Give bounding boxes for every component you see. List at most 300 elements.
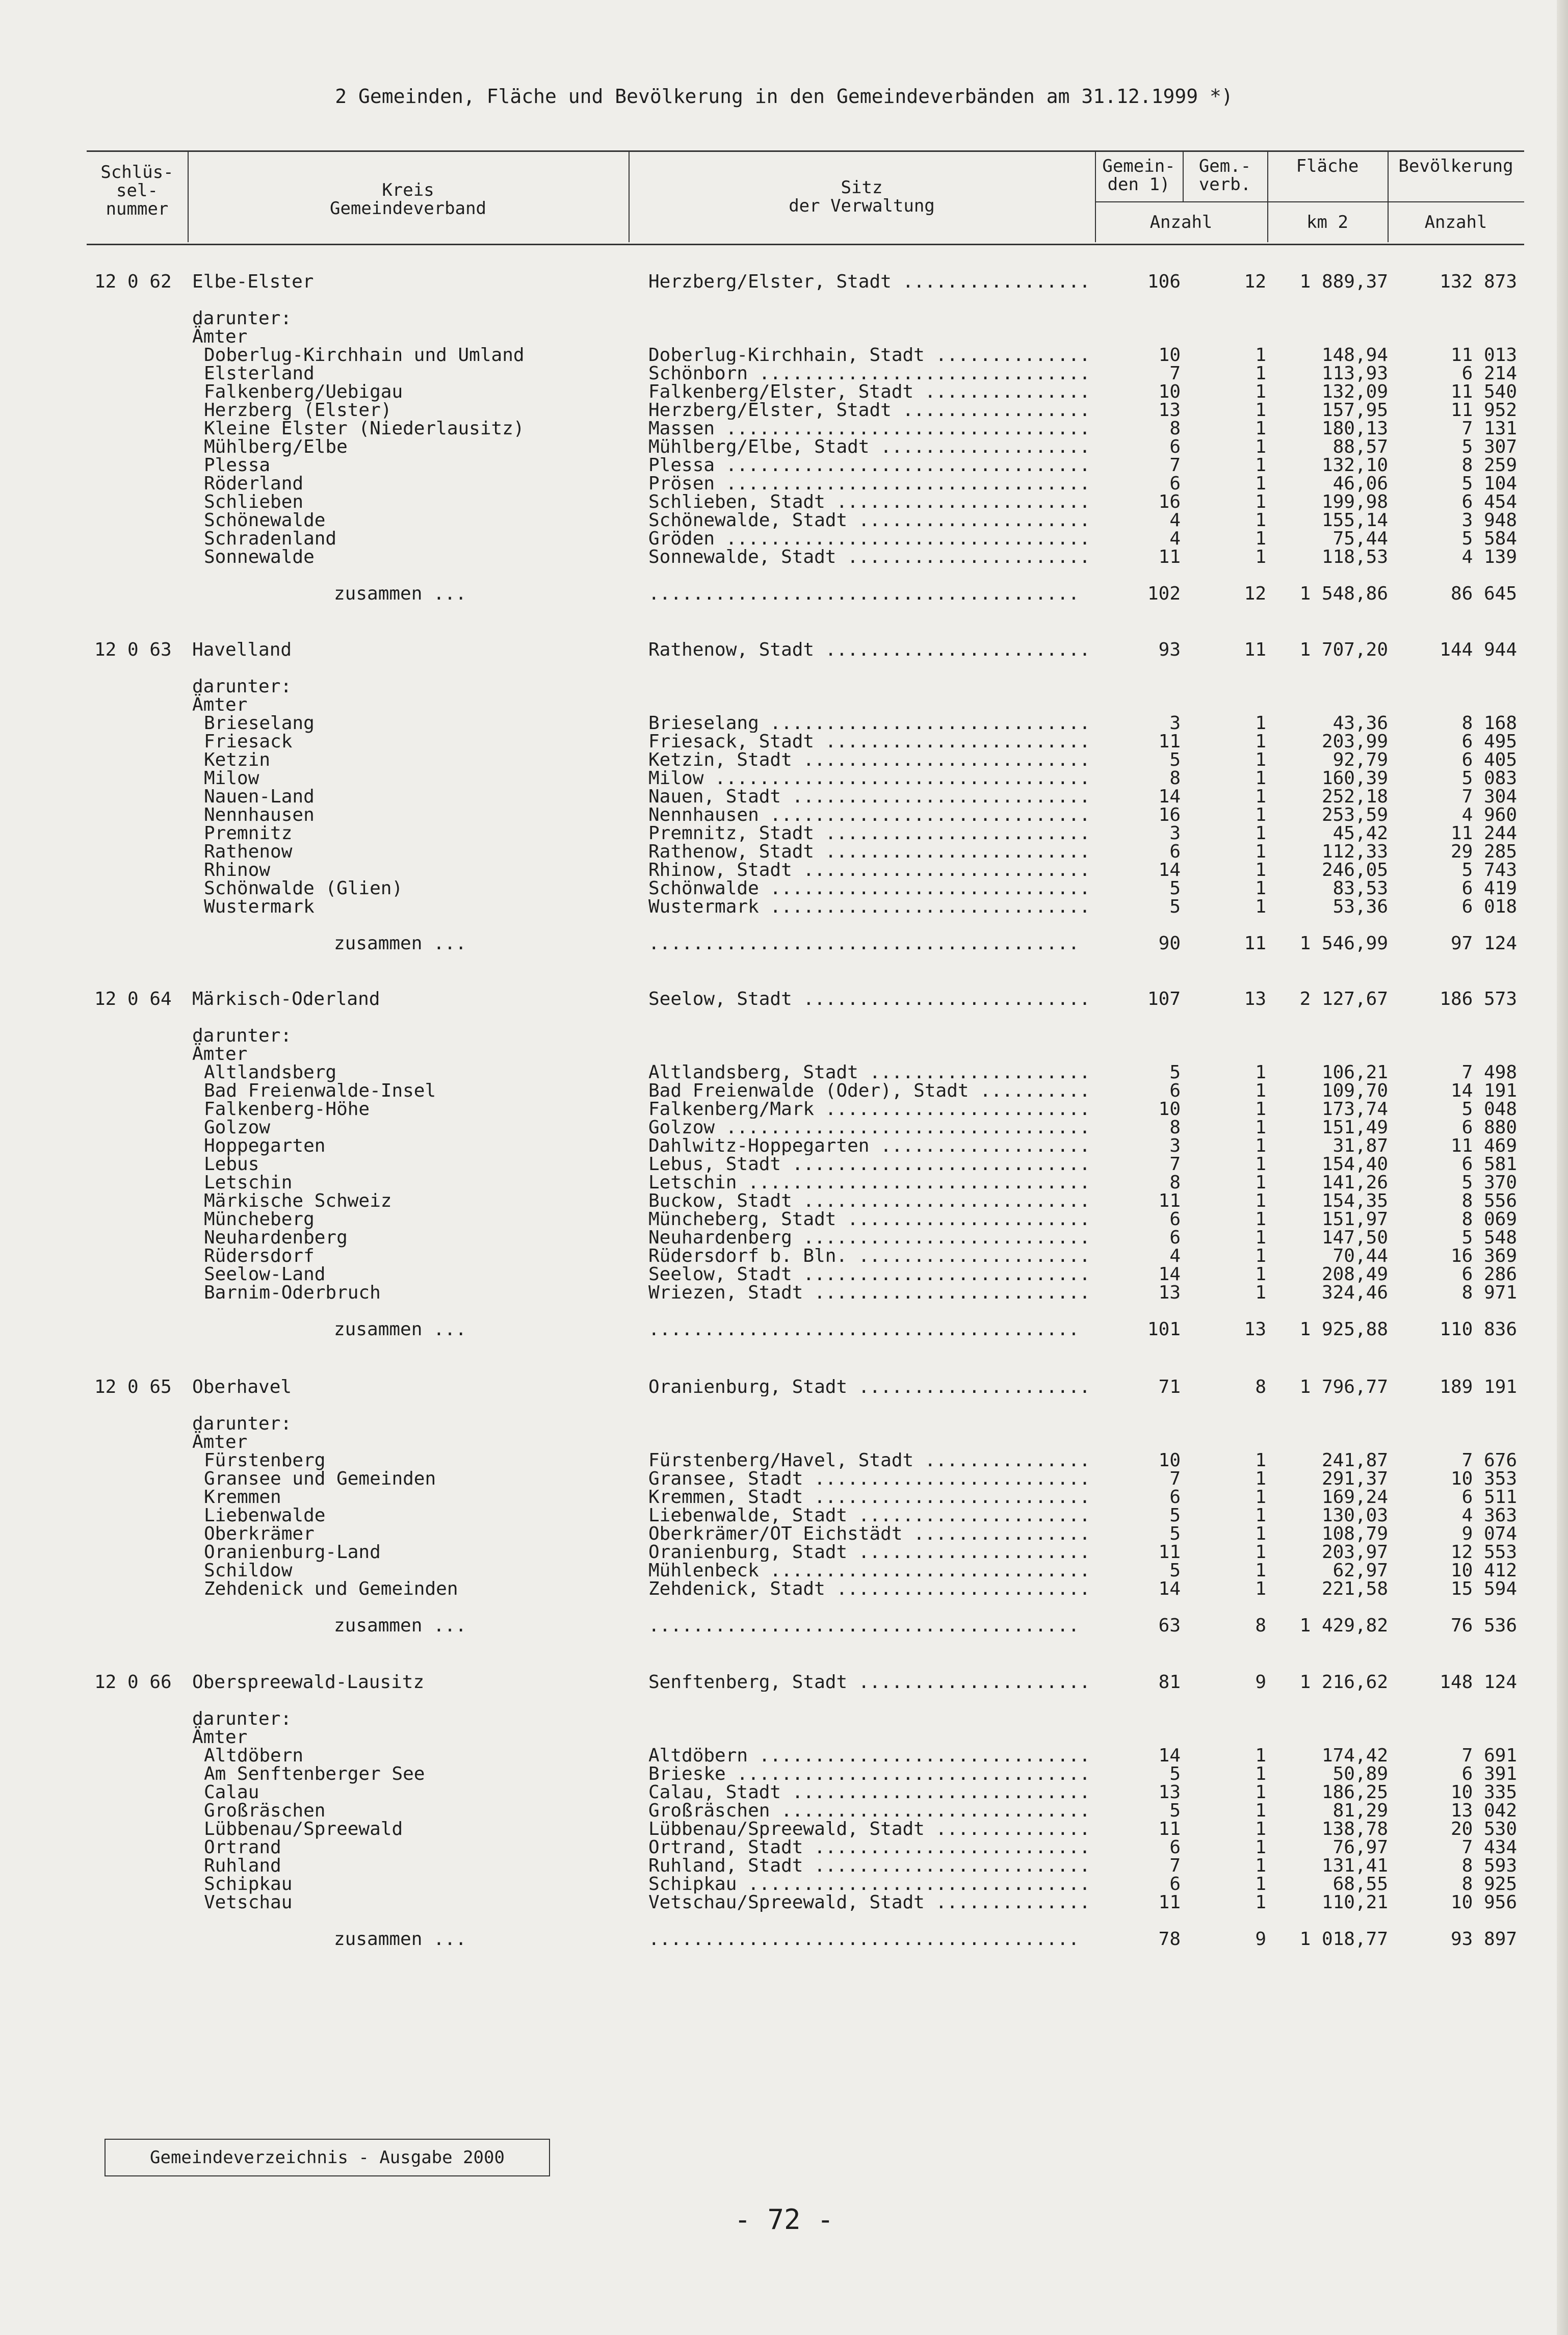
flaeche-cell: 75,44: [1332, 528, 1388, 549]
flaeche-cell: 62,97: [1332, 1560, 1388, 1581]
flaeche-cell: 1 925,88: [1299, 1319, 1388, 1340]
gemverb-cell: 1: [1255, 896, 1266, 917]
flaeche-cell: 154,35: [1321, 1190, 1388, 1211]
gemverb-cell: 1: [1255, 547, 1266, 567]
sitz-text: Großräschen: [648, 1802, 770, 1820]
sitz-text: Gransee, Stadt: [648, 1470, 803, 1488]
sitz-cell: [648, 1747, 1092, 1765]
amt-row: [0, 1562, 1568, 1580]
sitz-text: Ketzin, Stadt: [648, 751, 792, 769]
sitz-cell: [648, 1525, 1092, 1543]
amt-name: Premnitz: [204, 823, 293, 844]
page-title: 2 Gemeinden, Fläche und Bevölkerung in den Gemeindeverbänden am 31.12.1999 *): [335, 85, 1233, 108]
bevoelkerung-cell: 8 593: [1461, 1855, 1517, 1876]
aemter-row: [0, 1433, 1568, 1451]
sitz-text: Brieske: [648, 1765, 726, 1783]
flaeche-cell: 151,49: [1321, 1117, 1388, 1138]
gemeinden-cell: 4: [1169, 1246, 1181, 1266]
darunter-label: darunter:: [192, 676, 292, 697]
amt-name: Fürstenberg: [204, 1450, 326, 1471]
gemeinden-cell: 10: [1158, 345, 1181, 366]
flaeche-cell: 132,10: [1321, 455, 1388, 476]
sitz-cell: [648, 1562, 1092, 1580]
sitz-text: Friesack, Stadt: [648, 733, 815, 751]
gemverb-cell: 1: [1255, 1099, 1266, 1120]
sitz-text: Massen: [648, 420, 715, 438]
gemeinden-cell: 4: [1169, 528, 1181, 549]
flaeche-cell: 141,26: [1321, 1172, 1388, 1193]
gemeinden-cell: 106: [1147, 271, 1181, 292]
sitz-cell: [648, 879, 1092, 898]
gemeinden-cell: 11: [1158, 1190, 1181, 1211]
amt-name: Falkenberg-Höhe: [204, 1099, 370, 1120]
gemverb-cell: 1: [1255, 1523, 1266, 1544]
amt-row: [0, 1119, 1568, 1137]
bevoelkerung-cell: 6 454: [1461, 491, 1517, 512]
bevoelkerung-cell: 9 074: [1461, 1523, 1517, 1544]
sitz-text: Altlandsberg, Stadt: [648, 1063, 858, 1082]
sitz-cell: [648, 751, 1092, 769]
gemeinden-cell: 93: [1158, 639, 1181, 660]
leader-dots: .............................: [759, 1562, 1090, 1580]
leader-dots: ..........................: [792, 1229, 1090, 1247]
aemter-label: Ämter: [192, 694, 248, 715]
kreis-name: Märkisch-Oderland: [192, 989, 380, 1009]
gemeinden-cell: 6: [1169, 1874, 1181, 1895]
gemverb-cell: 1: [1255, 1505, 1266, 1526]
sitz-text: Rhinow, Stadt: [648, 861, 792, 879]
amt-row: [0, 530, 1568, 548]
zusammen-label: zusammen ...: [334, 1319, 467, 1340]
flaeche-cell: 246,05: [1321, 860, 1388, 880]
gemverb-cell: 1: [1255, 1892, 1266, 1913]
amt-name: Mühlberg/Elbe: [204, 436, 348, 457]
sitz-text: Schlieben, Stadt: [648, 493, 825, 511]
leader-dots: .......................: [825, 493, 1090, 511]
gemeinden-cell: 6: [1169, 436, 1181, 457]
bevoelkerung-cell: 6 214: [1461, 363, 1517, 384]
aemter-row: [0, 1045, 1568, 1063]
sitz-cell: [648, 365, 1092, 383]
gemeinden-cell: 5: [1169, 896, 1181, 917]
leader-dots: ...............................: [737, 1174, 1090, 1192]
gemeinden-cell: 7: [1169, 455, 1181, 476]
amt-row: [0, 1210, 1568, 1229]
gemverb-cell: 1: [1255, 1209, 1266, 1230]
amt-row: [0, 1265, 1568, 1284]
gemverb-cell: 1: [1255, 1819, 1266, 1839]
sitz-text: Wriezen, Stadt: [648, 1284, 803, 1302]
sitz-cell: [648, 530, 1092, 548]
amt-name: Kleine Elster (Niederlausitz): [204, 418, 525, 439]
sitz-cell: [648, 1210, 1092, 1229]
leader-dots: .........................: [803, 1857, 1090, 1875]
darunter-label: darunter:: [192, 308, 292, 329]
flaeche-cell: 180,13: [1321, 418, 1388, 439]
flaeche-cell: 43,36: [1332, 713, 1388, 734]
leader-dots: ..................................: [703, 769, 1090, 788]
amt-name: Am Senftenberger See: [204, 1763, 425, 1784]
leader-dots: .......................: [825, 1580, 1090, 1598]
sitz-cell: [648, 1820, 1092, 1838]
gemeinden-cell: 78: [1158, 1929, 1181, 1950]
sitz-text: Sonnewalde, Stadt: [648, 548, 837, 566]
leader-dots: .............................: [759, 898, 1090, 916]
kreis-code: 12 0 63: [94, 639, 172, 660]
gemverb-cell: 1: [1255, 400, 1266, 421]
leader-dots: ......................: [836, 1210, 1090, 1229]
gemverb-cell: 1: [1255, 1560, 1266, 1581]
gemeinden-cell: 5: [1169, 1800, 1181, 1821]
sitz-text: Bad Freienwalde (Oder), Stadt: [648, 1082, 969, 1100]
bevoelkerung-cell: 4 363: [1461, 1505, 1517, 1526]
aemter-label: Ämter: [192, 1432, 248, 1452]
kreis-code: 12 0 62: [94, 271, 172, 292]
aemter-row: [0, 696, 1568, 714]
sitz-text: Oberkrämer/OT Eichstädt: [648, 1525, 903, 1543]
sitz-text: Letschin: [648, 1174, 737, 1192]
bevoelkerung-cell: 8 971: [1461, 1282, 1517, 1303]
gemverb-cell: 1: [1255, 1855, 1266, 1876]
flaeche-cell: 154,40: [1321, 1154, 1388, 1175]
flaeche-cell: 147,50: [1321, 1227, 1388, 1248]
gemverb-cell: 1: [1255, 1745, 1266, 1766]
kreis-name: Oberspreewald-Lausitz: [192, 1672, 425, 1693]
gemeinden-cell: 63: [1158, 1615, 1181, 1636]
bevoelkerung-cell: 5 584: [1461, 528, 1517, 549]
sitz-text: Rathenow, Stadt: [648, 843, 815, 861]
sitz-cell: [648, 1192, 1092, 1210]
flaeche-cell: 1 548,86: [1299, 583, 1388, 604]
leader-dots: ........................: [814, 733, 1090, 751]
amt-row: [0, 401, 1568, 420]
gemverb-cell: 12: [1244, 583, 1266, 604]
sitz-cell: [648, 990, 1092, 1008]
flaeche-cell: 253,59: [1321, 805, 1388, 825]
gemeinden-cell: 5: [1169, 878, 1181, 899]
sitz-cell: [648, 1488, 1092, 1507]
sitz-text: Schönborn: [648, 365, 748, 383]
gemeinden-cell: 6: [1169, 1080, 1181, 1101]
amt-row: [0, 456, 1568, 475]
amt-row: [0, 511, 1568, 530]
amt-row: [0, 861, 1568, 879]
gemverb-cell: 1: [1255, 1874, 1266, 1895]
sitz-cell: [648, 438, 1092, 456]
sitz-cell: [648, 511, 1092, 530]
amt-name: Gransee und Gemeinden: [204, 1468, 436, 1489]
leader-dots: ................................: [725, 1765, 1090, 1783]
bevoelkerung-cell: 4 139: [1461, 547, 1517, 567]
bevoelkerung-cell: 3 948: [1461, 510, 1517, 531]
sitz-text: Doberlug-Kirchhain, Stadt: [648, 346, 925, 365]
bevoelkerung-cell: 7 676: [1461, 1450, 1517, 1471]
gemeinden-cell: 5: [1169, 1062, 1181, 1083]
amt-row: [0, 1082, 1568, 1100]
header-schluessel: Schlüs- sel- nummer: [100, 162, 174, 219]
flaeche-cell: 1 546,99: [1299, 933, 1388, 954]
sitz-cell: [648, 1063, 1092, 1082]
amt-name: Ketzin: [204, 749, 271, 770]
gemverb-cell: 1: [1255, 1117, 1266, 1138]
sitz-text: Herzberg/Elster, Stadt: [648, 401, 892, 420]
zusammen-row: [0, 1320, 1568, 1339]
flaeche-cell: 68,55: [1332, 1874, 1388, 1895]
leader-dots: ................: [902, 1525, 1090, 1543]
sitz-text: Kremmen, Stadt: [648, 1488, 803, 1507]
zusammen-label: zusammen ...: [334, 583, 467, 604]
leader-dots: .................................: [715, 475, 1090, 493]
gemeinden-cell: 7: [1169, 1468, 1181, 1489]
header-flaeche: Fläche: [1296, 156, 1359, 176]
flaeche-cell: 45,42: [1332, 823, 1388, 844]
leader-dots: ........................: [814, 1100, 1090, 1119]
sitz-text: Dahlwitz-Hoppegarten: [648, 1137, 870, 1155]
amt-name: Nauen-Land: [204, 786, 315, 807]
amt-row: [0, 1451, 1568, 1470]
sitz-text: Calau, Stadt: [648, 1783, 781, 1802]
sitz-text: Altdöbern: [648, 1747, 748, 1765]
sitz-text: Neuhardenberg: [648, 1229, 792, 1247]
gemeinden-cell: 7: [1169, 1154, 1181, 1175]
sitz-text: Senftenberg, Stadt: [648, 1673, 848, 1692]
darunter-row: [0, 1710, 1568, 1728]
bevoelkerung-cell: 11 244: [1450, 823, 1517, 844]
flaeche-cell: 92,79: [1332, 749, 1388, 770]
leader-dots: .........................: [803, 1470, 1090, 1488]
leader-dots: ........................: [814, 641, 1090, 659]
gemeinden-cell: 3: [1169, 1135, 1181, 1156]
amt-name: Brieselang: [204, 713, 315, 734]
amt-row: [0, 714, 1568, 733]
sitz-cell: [648, 1838, 1092, 1857]
gemverb-cell: 1: [1255, 1264, 1266, 1285]
flaeche-cell: 208,49: [1321, 1264, 1388, 1285]
header-unit-km2: km 2: [1306, 212, 1348, 232]
bevoelkerung-cell: 5 370: [1461, 1172, 1517, 1193]
leader-dots: .............................: [759, 714, 1090, 733]
flaeche-cell: 81,29: [1332, 1800, 1388, 1821]
amt-row: [0, 420, 1568, 438]
sitz-cell: [648, 1284, 1092, 1302]
flaeche-cell: 169,24: [1321, 1487, 1388, 1508]
bevoelkerung-cell: 5 307: [1461, 436, 1517, 457]
sitz-text: Ruhland, Stadt: [648, 1857, 803, 1875]
bevoelkerung-cell: 110 836: [1440, 1319, 1517, 1340]
gemeinden-cell: 4: [1169, 510, 1181, 531]
bevoelkerung-cell: 16 369: [1450, 1246, 1517, 1266]
sitz-text: Gröden: [648, 530, 715, 548]
sitz-text: Mühlenbeck: [648, 1562, 759, 1580]
flaeche-cell: 199,98: [1321, 491, 1388, 512]
leader-dots: .....................: [847, 511, 1090, 530]
sitz-cell: [648, 769, 1092, 788]
gemeinden-cell: 10: [1158, 381, 1181, 402]
leader-dots: .......................................: [648, 585, 1080, 603]
kreis-code: 12 0 65: [94, 1377, 172, 1397]
amt-name: Röderland: [204, 473, 304, 494]
leader-dots: ....................: [858, 1063, 1090, 1082]
gemeinden-cell: 11: [1158, 1542, 1181, 1563]
gemeinden-cell: 5: [1169, 1560, 1181, 1581]
aemter-label: Ämter: [192, 326, 248, 347]
flaeche-cell: 83,53: [1332, 878, 1388, 899]
amt-row: [0, 1580, 1568, 1598]
amt-name: Altlandsberg: [204, 1062, 337, 1083]
amt-row: [0, 1192, 1568, 1210]
bevoelkerung-cell: 76 536: [1450, 1615, 1517, 1636]
leader-dots: ......................: [836, 548, 1090, 566]
sitz-cell: [648, 401, 1092, 420]
amt-name: Oberkrämer: [204, 1523, 315, 1544]
flaeche-cell: 2 127,67: [1299, 989, 1388, 1009]
sitz-cell: [648, 1857, 1092, 1875]
flaeche-cell: 118,53: [1321, 547, 1388, 567]
flaeche-cell: 113,93: [1321, 363, 1388, 384]
page-number: - 72 -: [734, 2203, 834, 2236]
leader-dots: ............................: [770, 1802, 1090, 1820]
gemeinden-cell: 8: [1169, 1172, 1181, 1193]
leader-dots: ...............: [913, 383, 1090, 401]
gemeinden-cell: 3: [1169, 713, 1181, 734]
gemeinden-cell: 6: [1169, 1837, 1181, 1858]
sitz-cell: [648, 1765, 1092, 1783]
gemverb-cell: 1: [1255, 1468, 1266, 1489]
amt-name: Herzberg (Elster): [204, 400, 392, 421]
zusammen-label: zusammen ...: [334, 933, 467, 954]
amt-row: [0, 383, 1568, 401]
darunter-label: darunter:: [192, 1025, 292, 1046]
amt-row: [0, 1893, 1568, 1912]
leader-dots: .............................: [759, 806, 1090, 824]
amt-row: [0, 475, 1568, 493]
leader-dots: .......................................: [648, 1320, 1080, 1339]
bevoelkerung-cell: 8 925: [1461, 1874, 1517, 1895]
amt-name: Lübbenau/Spreewald: [204, 1819, 403, 1839]
sitz-cell: [648, 1100, 1092, 1119]
gemeinden-cell: 8: [1169, 418, 1181, 439]
leader-dots: .........................: [803, 1488, 1090, 1507]
amt-row: [0, 806, 1568, 824]
sitz-cell: [648, 420, 1092, 438]
leader-dots: ..............: [924, 1820, 1090, 1838]
amt-name: Golzow: [204, 1117, 271, 1138]
gemeinden-cell: 5: [1169, 749, 1181, 770]
gemverb-cell: 1: [1255, 418, 1266, 439]
gemeinden-cell: 11: [1158, 731, 1181, 752]
flaeche-cell: 1 429,82: [1299, 1615, 1388, 1636]
flaeche-cell: 1 707,20: [1299, 639, 1388, 660]
bevoelkerung-cell: 20 530: [1450, 1819, 1517, 1839]
kreis-name: Oberhavel: [192, 1377, 292, 1397]
sitz-text: Premnitz, Stadt: [648, 824, 815, 843]
flaeche-cell: 1 889,37: [1299, 271, 1388, 292]
header-unit-anzahl2: Anzahl: [1424, 212, 1487, 232]
gemeinden-cell: 11: [1158, 547, 1181, 567]
gemverb-cell: 1: [1255, 1800, 1266, 1821]
gemverb-cell: 1: [1255, 731, 1266, 752]
flaeche-cell: 130,03: [1321, 1505, 1388, 1526]
amt-name: Schlieben: [204, 491, 304, 512]
amt-name: Oranienburg-Land: [204, 1542, 381, 1563]
amt-name: Schradenland: [204, 528, 337, 549]
flaeche-cell: 148,94: [1321, 345, 1388, 366]
sitz-text: Brieselang: [648, 714, 759, 733]
sitz-text: Prösen: [648, 475, 715, 493]
gemeinden-cell: 13: [1158, 400, 1181, 421]
sitz-cell: [648, 843, 1092, 861]
amt-row: [0, 751, 1568, 769]
gemeinden-cell: 14: [1158, 786, 1181, 807]
flaeche-cell: 131,41: [1321, 1855, 1388, 1876]
gemverb-cell: 1: [1255, 473, 1266, 494]
gemeinden-cell: 6: [1169, 1209, 1181, 1230]
bevoelkerung-cell: 10 956: [1450, 1892, 1517, 1913]
flaeche-cell: 76,97: [1332, 1837, 1388, 1858]
sitz-text: Golzow: [648, 1119, 715, 1137]
kreis-row: [0, 641, 1568, 659]
amt-name: Rüdersdorf: [204, 1246, 315, 1266]
sitz-cell: [648, 1543, 1092, 1562]
amt-row: [0, 1875, 1568, 1893]
sitz-text: Mühlberg/Elbe, Stadt: [648, 438, 870, 456]
amt-name: Seelow-Land: [204, 1264, 326, 1285]
flaeche-cell: 110,21: [1321, 1892, 1388, 1913]
flaeche-cell: 108,79: [1321, 1523, 1388, 1544]
leader-dots: .......................................: [648, 1930, 1080, 1949]
sitz-cell: [648, 824, 1092, 843]
zusammen-row: [0, 1617, 1568, 1635]
bevoelkerung-cell: 10 353: [1450, 1468, 1517, 1489]
leader-dots: .................: [891, 401, 1090, 420]
sitz-cell: [648, 788, 1092, 806]
gemeinden-cell: 10: [1158, 1099, 1181, 1120]
sitz-text: Herzberg/Elster, Stadt: [648, 273, 892, 291]
bevoelkerung-cell: 10 335: [1450, 1782, 1517, 1803]
sitz-text: Milow: [648, 769, 704, 788]
zusammen-row: [0, 585, 1568, 603]
kreis-row: [0, 990, 1568, 1008]
bevoelkerung-cell: 6 511: [1461, 1487, 1517, 1508]
bevoelkerung-cell: 6 018: [1461, 896, 1517, 917]
gemeinden-cell: 3: [1169, 823, 1181, 844]
bevoelkerung-cell: 7 498: [1461, 1062, 1517, 1083]
sitz-cell: [648, 1507, 1092, 1525]
gemeinden-cell: 107: [1147, 989, 1181, 1009]
amt-name: Vetschau: [204, 1892, 293, 1913]
gemeinden-cell: 5: [1169, 1763, 1181, 1784]
sitz-text: Lübbenau/Spreewald, Stadt: [648, 1820, 925, 1838]
flaeche-cell: 155,14: [1321, 510, 1388, 531]
gemeinden-cell: 6: [1169, 1487, 1181, 1508]
gemverb-cell: 1: [1255, 786, 1266, 807]
flaeche-cell: 174,42: [1321, 1745, 1388, 1766]
sitz-cell: [648, 1155, 1092, 1174]
sitz-text: Rathenow, Stadt: [648, 641, 815, 659]
leader-dots: ........................: [814, 824, 1090, 843]
header-sitz: Sitz der Verwaltung: [789, 177, 935, 216]
amt-name: Hoppegarten: [204, 1135, 326, 1156]
amt-name: Rathenow: [204, 841, 293, 862]
amt-row: [0, 1802, 1568, 1820]
sitz-cell: [648, 733, 1092, 751]
amt-row: [0, 1765, 1568, 1783]
gemeinden-cell: 6: [1169, 841, 1181, 862]
sitz-text: Lebus, Stadt: [648, 1155, 781, 1174]
gemverb-cell: 1: [1255, 805, 1266, 825]
leader-dots: .........................: [803, 1284, 1090, 1302]
amt-row: [0, 346, 1568, 365]
